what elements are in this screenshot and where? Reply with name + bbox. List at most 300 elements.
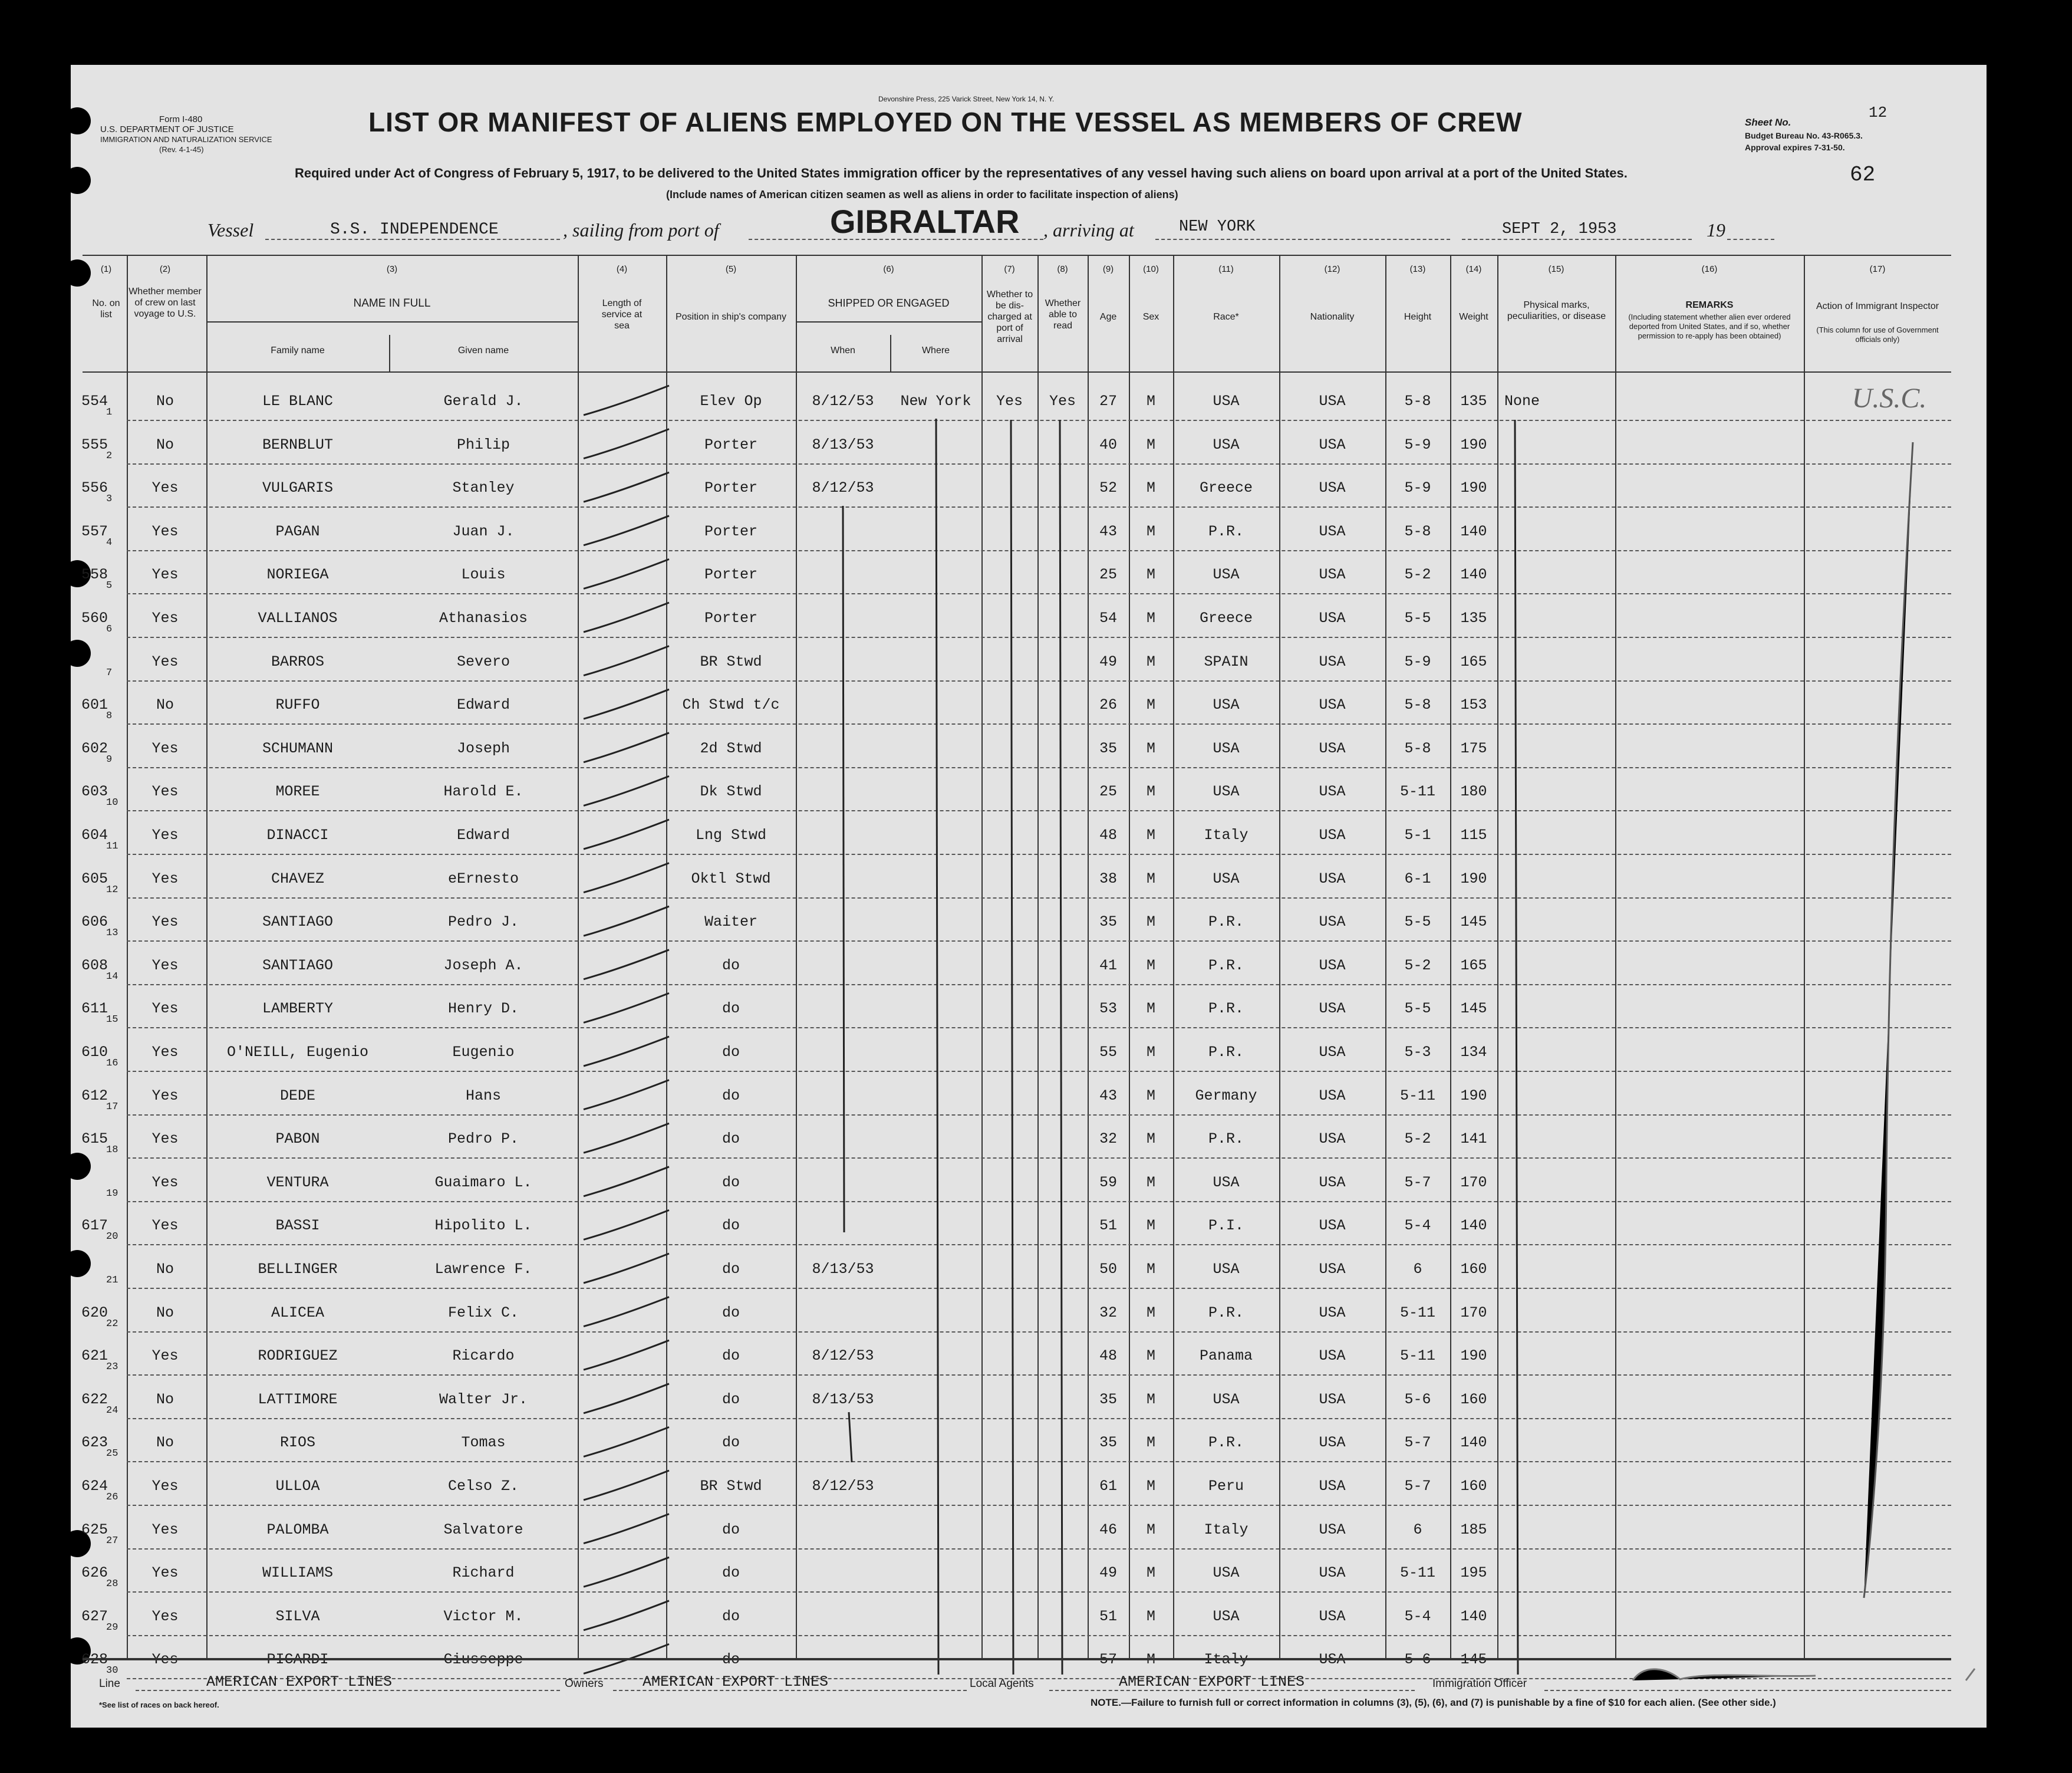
cell-given: Hans — [465, 1087, 501, 1104]
cell-given: Ricardo — [452, 1347, 515, 1365]
cell-crew: Yes — [151, 783, 179, 801]
cell-given: Pedro J. — [447, 913, 519, 931]
list-number: 560 — [81, 610, 108, 627]
inspector-action: U.S.C. — [1852, 383, 1927, 414]
cell-when: 8/13/53 — [812, 1261, 874, 1278]
row-separator — [127, 463, 1951, 465]
row-separator — [127, 680, 1951, 682]
cell-wt: 170 — [1460, 1173, 1487, 1191]
list-number: 554 — [81, 393, 108, 410]
printer-line: Devonshire Press, 225 Varick Street, New York 14, N. Y. — [878, 95, 1055, 103]
cell-family: VENTURA — [266, 1173, 329, 1191]
vessel-label: Vessel — [207, 219, 254, 241]
cell-family: NORIEGA — [266, 566, 329, 584]
row-separator — [127, 767, 1951, 768]
cell-sex: M — [1146, 653, 1155, 670]
cell-pos: do — [722, 1087, 740, 1104]
cell-wt: 145 — [1460, 913, 1487, 931]
cell-ht: 6-1 — [1404, 870, 1431, 887]
row-separator — [127, 1678, 1951, 1679]
cell-pos: BR Stwd — [700, 653, 762, 670]
cell-crew: No — [156, 1390, 174, 1408]
list-number: 558 — [81, 566, 108, 584]
cell-pos: Porter — [704, 610, 757, 627]
cell-family: SILVA — [275, 1607, 320, 1625]
col7-number: (7) — [1004, 264, 1015, 274]
cell-family: LE BLANC — [262, 393, 334, 410]
row-index: 10 — [106, 797, 118, 809]
cell-nat: USA — [1319, 956, 1346, 974]
cell-age: 32 — [1099, 1304, 1117, 1321]
row-separator — [127, 723, 1951, 725]
cell-family: VALLIANOS — [258, 610, 338, 627]
table-column-rule — [1804, 255, 1805, 1658]
row-separator — [127, 1548, 1951, 1550]
cell-ht: 6 — [1413, 1261, 1422, 1278]
cell-sex: M — [1146, 522, 1155, 540]
cell-sex: M — [1146, 1651, 1155, 1669]
cell-wt: 160 — [1460, 1478, 1487, 1495]
row-separator — [127, 1288, 1951, 1289]
cell-when: 8/12/53 — [812, 1347, 874, 1365]
cell-wt: 140 — [1460, 1217, 1487, 1235]
cell-pos: do — [722, 1347, 740, 1365]
cell-pos: do — [722, 1173, 740, 1191]
cell-crew: Yes — [151, 1217, 179, 1235]
cell-family: RIOS — [279, 1434, 315, 1452]
cell-pos: Porter — [704, 566, 757, 584]
cell-race: P.R. — [1208, 1130, 1244, 1148]
cell-ht: 5-5 — [1404, 913, 1431, 931]
cell-sex: M — [1146, 1564, 1155, 1582]
row-index: 29 — [106, 1621, 118, 1633]
row-separator — [127, 1244, 1951, 1245]
row-index: 3 — [106, 494, 113, 505]
row-index: 6 — [106, 624, 113, 635]
cell-race: P.R. — [1208, 1434, 1244, 1452]
cell-ht: 5-3 — [1404, 1044, 1431, 1061]
col4-number: (4) — [616, 264, 628, 274]
cell-nat: USA — [1319, 1217, 1346, 1235]
cell-race: Greece — [1199, 479, 1253, 497]
cell-nat: USA — [1319, 479, 1346, 497]
row-separator — [127, 810, 1951, 811]
list-number: 628 — [81, 1651, 108, 1669]
row-separator — [127, 1635, 1951, 1636]
cell-ht: 5-2 — [1404, 1130, 1431, 1148]
cell-ht: 5-9 — [1404, 653, 1431, 670]
col1-number: (1) — [100, 264, 112, 274]
list-number: 603 — [81, 783, 108, 801]
cell-age: 51 — [1099, 1607, 1117, 1625]
cell-ht: 5-7 — [1404, 1478, 1431, 1495]
cell-age: 49 — [1099, 653, 1117, 670]
col10-label: Sex — [1142, 312, 1159, 322]
cell-pos: BR Stwd — [700, 1478, 762, 1495]
cell-ht: 5-11 — [1399, 1564, 1435, 1582]
cell-sex: M — [1146, 1130, 1155, 1148]
cell-ht: 5-9 — [1404, 436, 1431, 453]
col2-number: (2) — [159, 264, 171, 274]
cell-age: 41 — [1099, 956, 1117, 974]
cell-disch: Yes — [996, 393, 1023, 410]
cell-crew: Yes — [151, 610, 179, 627]
cell-age: 46 — [1099, 1521, 1117, 1538]
col5-label: Position in ship's company — [675, 312, 787, 322]
cell-family: DEDE — [279, 1087, 315, 1104]
cell-crew: Yes — [151, 827, 179, 844]
col3-number: (3) — [386, 264, 398, 274]
cell-family: BERNBLUT — [262, 436, 334, 453]
cell-sex: M — [1146, 479, 1155, 497]
list-number: 605 — [81, 870, 108, 887]
cell-family: PAGAN — [275, 522, 320, 540]
cell-race: P.R. — [1208, 956, 1244, 974]
list-number: 606 — [81, 913, 108, 931]
vessel-name: S.S. INDEPENDENCE — [330, 221, 499, 239]
row-separator — [127, 1114, 1951, 1116]
cell-ht: 5-6 — [1404, 1651, 1431, 1669]
cell-wt: 145 — [1460, 1000, 1487, 1018]
cell-crew: No — [156, 1261, 174, 1278]
cell-family: ULLOA — [275, 1478, 320, 1495]
include-note: (Include names of American citizen seamen as well as aliens in order to facilitate inspection of aliens) — [666, 189, 1178, 200]
cell-given: Richard — [452, 1564, 515, 1582]
cell-nat: USA — [1319, 1651, 1346, 1669]
cell-family: O'NEILL, Eugenio — [226, 1044, 369, 1061]
cell-given: eErnesto — [447, 870, 519, 887]
cell-wt: 175 — [1460, 739, 1487, 757]
cell-ht: 5-2 — [1404, 566, 1431, 584]
cell-race: Italy — [1204, 1521, 1249, 1538]
cell-pos: Dk Stwd — [700, 783, 762, 801]
col12-number: (12) — [1324, 264, 1340, 274]
list-number: 601 — [81, 696, 108, 714]
agency-line1: U.S. DEPARTMENT OF JUSTICE — [100, 124, 234, 134]
cell-sex: M — [1146, 1304, 1155, 1321]
col15-number: (15) — [1548, 264, 1564, 274]
cell-sex: M — [1146, 956, 1155, 974]
cell-family: RUFFO — [275, 696, 320, 714]
col14-number: (14) — [1465, 264, 1482, 274]
cell-given: Victor M. — [443, 1607, 523, 1625]
cell-race: USA — [1213, 1607, 1240, 1625]
cell-ht: 6 — [1413, 1521, 1422, 1538]
cell-given: Philip — [456, 436, 510, 453]
cell-family: BASSI — [275, 1217, 320, 1235]
cell-nat: USA — [1319, 1347, 1346, 1365]
cell-crew: Yes — [151, 1000, 179, 1018]
cell-given: Edward — [456, 696, 510, 714]
cell-wt: 135 — [1460, 393, 1487, 410]
row-separator — [127, 1418, 1951, 1419]
cell-given: Louis — [461, 566, 506, 584]
cell-crew: No — [156, 1304, 174, 1321]
cell-age: 35 — [1099, 913, 1117, 931]
agency-line2: IMMIGRATION AND NATURALIZATION SERVICE — [100, 135, 272, 144]
list-number: 627 — [81, 1607, 108, 1625]
cell-race: Germany — [1195, 1087, 1257, 1104]
cell-race: USA — [1213, 1173, 1240, 1191]
cell-race: USA — [1213, 566, 1240, 584]
cell-pos: Elev Op — [700, 393, 762, 410]
cell-sex: M — [1146, 1478, 1155, 1495]
cell-given: Salvatore — [443, 1521, 523, 1538]
cell-nat: USA — [1319, 1261, 1346, 1278]
cell-given: Edward — [456, 827, 510, 844]
cell-pos: do — [722, 1044, 740, 1061]
cell-wt: 140 — [1460, 522, 1487, 540]
cell-age: 40 — [1099, 436, 1117, 453]
row-index: 14 — [106, 971, 118, 982]
cell-family: SANTIAGO — [262, 956, 334, 974]
cell-when: 8/13/53 — [812, 436, 874, 453]
arrival-date: SEPT 2, 1953 — [1502, 221, 1617, 238]
cell-age: 55 — [1099, 1044, 1117, 1061]
cell-pos: do — [722, 956, 740, 974]
cell-sex: M — [1146, 783, 1155, 801]
row-index: 17 — [106, 1101, 118, 1113]
cell-crew: Yes — [151, 913, 179, 931]
punch-hole — [64, 107, 91, 134]
cell-crew: Yes — [151, 956, 179, 974]
cell-sex: M — [1146, 1607, 1155, 1625]
table-column-rule — [981, 255, 983, 1658]
cell-given: Joseph — [456, 739, 510, 757]
row-separator — [127, 1591, 1951, 1593]
cell-family: LATTIMORE — [258, 1390, 338, 1408]
cell-ht: 5-8 — [1404, 739, 1431, 757]
cell-given: Celso Z. — [447, 1478, 519, 1495]
row-index: 24 — [106, 1404, 118, 1416]
agents-label: Local Agents — [970, 1677, 1034, 1690]
cell-sex: M — [1146, 1390, 1155, 1408]
port-of-departure: GIBRALTAR — [830, 203, 1020, 240]
cell-nat: USA — [1319, 610, 1346, 627]
cell-nat: USA — [1319, 1304, 1346, 1321]
cell-nat: USA — [1319, 696, 1346, 714]
cell-given: Henry D. — [447, 1000, 519, 1018]
table-column-rule — [1497, 255, 1498, 1658]
cell-when: 8/12/53 — [812, 393, 874, 410]
col5-number: (5) — [725, 264, 737, 274]
cell-age: 57 — [1099, 1651, 1117, 1669]
cell-wt: 140 — [1460, 566, 1487, 584]
cell-given: Lawrence F. — [434, 1261, 532, 1278]
cell-sex: M — [1146, 827, 1155, 844]
row-index: 4 — [106, 537, 113, 548]
list-number: 625 — [81, 1521, 108, 1538]
cell-sex: M — [1146, 1521, 1155, 1538]
row-separator — [127, 550, 1951, 551]
row-separator — [127, 506, 1951, 508]
cell-nat: USA — [1319, 870, 1346, 887]
row-index: 9 — [106, 754, 113, 765]
cell-sex: M — [1146, 739, 1155, 757]
cell-ht: 5-5 — [1404, 1000, 1431, 1018]
cell-given: Hipolito L. — [434, 1217, 532, 1235]
list-number: 612 — [81, 1087, 108, 1104]
cell-ht: 5-8 — [1404, 696, 1431, 714]
cell-given: Athanasios — [439, 610, 528, 627]
form-number: Form I-480 — [159, 114, 203, 124]
cell-wt: 135 — [1460, 610, 1487, 627]
cell-race: USA — [1213, 1390, 1240, 1408]
row-separator — [127, 420, 1951, 421]
cell-nat: USA — [1319, 1173, 1346, 1191]
cell-wt: 190 — [1460, 436, 1487, 453]
row-separator — [127, 1027, 1951, 1028]
sheet-number: 12 — [1869, 104, 1887, 121]
list-number: 602 — [81, 739, 108, 757]
cell-ht: 5-8 — [1404, 522, 1431, 540]
cell-sex: M — [1146, 913, 1155, 931]
cell-crew: Yes — [151, 1130, 179, 1148]
cell-pos: do — [722, 1651, 740, 1669]
cell-crew: Yes — [151, 1044, 179, 1061]
row-index: 23 — [106, 1361, 118, 1373]
cell-age: 25 — [1099, 566, 1117, 584]
cell-age: 53 — [1099, 1000, 1117, 1018]
row-index: 11 — [106, 841, 118, 852]
cell-pos: Oktl Stwd — [691, 870, 771, 887]
col4-label: Length of service at sea — [601, 298, 643, 331]
cell-age: 26 — [1099, 696, 1117, 714]
cell-sex: M — [1146, 393, 1155, 410]
col3-label: NAME IN FULL — [353, 297, 431, 310]
cell-race: P.R. — [1208, 913, 1244, 931]
cell-wt: 153 — [1460, 696, 1487, 714]
punch-hole — [64, 640, 91, 667]
cell-crew: Yes — [151, 870, 179, 887]
cell-race: P.R. — [1208, 1304, 1244, 1321]
row-index: 20 — [106, 1231, 118, 1243]
row-index: 12 — [106, 884, 118, 896]
cell-wt: 190 — [1460, 870, 1487, 887]
row-index: 16 — [106, 1058, 118, 1069]
cell-wt: 165 — [1460, 956, 1487, 974]
col13-number: (13) — [1409, 264, 1426, 274]
row-separator — [127, 1157, 1951, 1159]
row-separator — [127, 1374, 1951, 1376]
cell-sex: M — [1146, 1044, 1155, 1061]
list-number: 617 — [81, 1217, 108, 1235]
cell-given: Tomas — [461, 1434, 506, 1452]
cell-wt: 141 — [1460, 1130, 1487, 1148]
cell-age: 48 — [1099, 1347, 1117, 1365]
cell-pos: do — [722, 1130, 740, 1148]
cell-ht: 5-7 — [1404, 1173, 1431, 1191]
cell-sex: M — [1146, 870, 1155, 887]
cell-race: Italy — [1204, 1651, 1249, 1669]
approval-expiry: Approval expires 7-31-50. — [1745, 143, 1845, 152]
cell-pos: Porter — [704, 522, 757, 540]
cell-nat: USA — [1319, 566, 1346, 584]
cell-sex: M — [1146, 610, 1155, 627]
cell-pos: do — [722, 1521, 740, 1538]
cell-marks: None — [1504, 393, 1540, 410]
cell-family: CHAVEZ — [271, 870, 324, 887]
cell-ht: 5-4 — [1404, 1607, 1431, 1625]
cell-nat: USA — [1319, 1434, 1346, 1452]
row-index: 26 — [106, 1492, 118, 1503]
cell-pos: Ch Stwd t/c — [682, 696, 780, 714]
col3-family-label: Family name — [271, 346, 325, 356]
cell-given: Gerald J. — [443, 393, 523, 410]
cell-nat: USA — [1319, 1521, 1346, 1538]
row-index: 21 — [106, 1275, 118, 1286]
cell-race: Panama — [1199, 1347, 1253, 1365]
row-index: 30 — [106, 1665, 118, 1677]
row-index: 27 — [106, 1535, 118, 1547]
cell-wt: 190 — [1460, 1347, 1487, 1365]
cell-pos: do — [722, 1261, 740, 1278]
cell-ht: 5-9 — [1404, 479, 1431, 497]
cell-pos: do — [722, 1000, 740, 1018]
cell-pos: do — [722, 1564, 740, 1582]
row-index: 22 — [106, 1318, 118, 1330]
col3-given-label: Given name — [457, 346, 509, 356]
races-note: *See list of races on back hereof. — [99, 1700, 219, 1709]
cell-ht: 5-5 — [1404, 610, 1431, 627]
cell-given: Pedro P. — [447, 1130, 519, 1148]
table-column-rule — [578, 255, 579, 1658]
cell-age: 59 — [1099, 1173, 1117, 1191]
row-index: 5 — [106, 580, 113, 592]
cell-read: Yes — [1049, 393, 1076, 410]
punch-hole — [64, 167, 91, 194]
cell-pos: 2d Stwd — [700, 739, 762, 757]
cell-wt: 140 — [1460, 1607, 1487, 1625]
cell-wt: 185 — [1460, 1521, 1487, 1538]
row-index: 8 — [106, 710, 113, 722]
row-separator — [127, 897, 1951, 899]
cell-nat: USA — [1319, 1130, 1346, 1148]
cell-sex: M — [1146, 1000, 1155, 1018]
col7-label: Whether to be dis-charged at port of arrival — [986, 290, 1033, 344]
cell-wt: 134 — [1460, 1044, 1487, 1061]
agents-name: AMERICAN EXPORT LINES — [1119, 1673, 1305, 1690]
cell-age: 32 — [1099, 1130, 1117, 1148]
cell-family: SANTIAGO — [262, 913, 334, 931]
list-number: 615 — [81, 1130, 108, 1148]
cell-crew: Yes — [151, 1173, 179, 1191]
cell-nat: USA — [1319, 653, 1346, 670]
cell-pos: Waiter — [704, 913, 757, 931]
cell-pos: do — [722, 1304, 740, 1321]
cell-family: MOREE — [275, 783, 320, 801]
col6-when-label: When — [831, 346, 855, 356]
cell-sex: M — [1146, 1347, 1155, 1365]
col15-label: Physical marks, peculiarities, or disease — [1507, 300, 1606, 321]
list-number: 624 — [81, 1478, 108, 1495]
cell-given: Giusseppe — [443, 1651, 523, 1669]
sailing-label: , sailing from port of — [563, 219, 719, 241]
cell-nat: USA — [1319, 436, 1346, 453]
cell-nat: USA — [1319, 1000, 1346, 1018]
col17-number: (17) — [1869, 264, 1886, 274]
cell-age: 35 — [1099, 1434, 1117, 1452]
cell-pos: do — [722, 1390, 740, 1408]
list-number: 556 — [81, 479, 108, 497]
line-name: AMERICAN EXPORT LINES — [206, 1673, 393, 1690]
cell-ht: 5-8 — [1404, 393, 1431, 410]
cell-race: SPAIN — [1204, 653, 1249, 670]
cell-ht: 5-1 — [1404, 827, 1431, 844]
cell-sex: M — [1146, 1261, 1155, 1278]
col12-label: Nationality — [1310, 312, 1355, 322]
cell-crew: Yes — [151, 522, 179, 540]
